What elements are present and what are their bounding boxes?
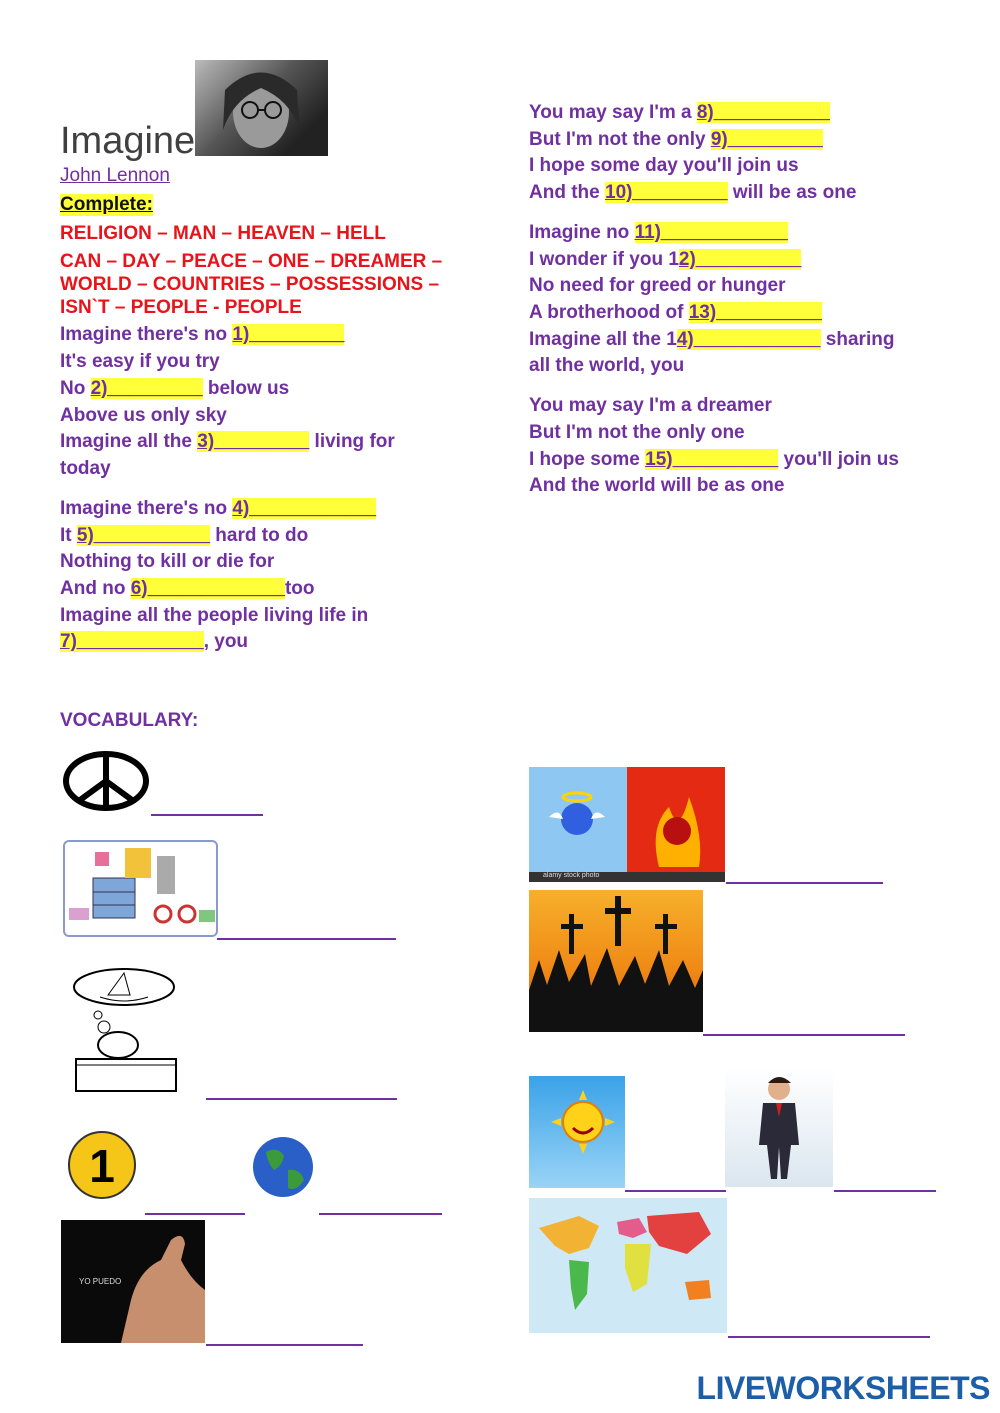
lyric-text: Imagine there's no (60, 498, 233, 519)
lyric-line: all the world, you (529, 355, 685, 376)
lyric-text: hard to do (210, 525, 309, 546)
possessions-icon (65, 842, 218, 937)
answer-line-peace[interactable] (151, 814, 263, 816)
answer-line-heaven-hell[interactable] (726, 882, 883, 884)
businessman-icon (725, 1067, 833, 1187)
lyric-line: No need for greed or hunger (529, 275, 786, 296)
lyric-line (529, 101, 830, 125)
lyric-text: Imagine no (529, 222, 635, 243)
lyric-line (529, 448, 899, 472)
sun-icon (529, 1076, 625, 1188)
blank-11[interactable]: 11)____________ (634, 222, 788, 243)
lyric-text: you'll join us (778, 449, 899, 470)
answer-line-man[interactable] (834, 1190, 936, 1192)
lyric-line (60, 323, 344, 347)
lyric-line (529, 328, 894, 352)
lyric-text: You may say I'm a (529, 102, 697, 123)
heaven-hell-picture (529, 767, 725, 882)
lyric-line: Nothing to kill or die for (60, 551, 275, 572)
blank-4[interactable]: 4)____________ (232, 498, 377, 519)
stock-photo-caption: alamy stock photo (543, 872, 600, 879)
blank-12[interactable]: 2)__________ (678, 249, 802, 270)
vocabulary-heading: VOCABULARY: (60, 710, 199, 731)
lyric-text: It (60, 525, 77, 546)
muscle-caption: YO PUEDO (79, 1277, 122, 1286)
lyric-line (60, 377, 289, 401)
lyric-text: Imagine all the 1 (529, 329, 677, 350)
lyric-text: And no (60, 578, 131, 599)
lyric-line: But I'm not the only one (529, 422, 745, 443)
lyric-line (529, 181, 856, 205)
lyric-line (60, 497, 376, 521)
word-bank-line: ISN`T – PEOPLE - PEOPLE (60, 297, 302, 318)
lyric-line: And the world will be as one (529, 475, 785, 496)
lyric-text: will be as one (727, 182, 857, 203)
lyric-line (60, 630, 248, 654)
answer-line-day[interactable] (625, 1190, 726, 1192)
lyric-line (529, 221, 788, 245)
answer-line-religion[interactable] (703, 1034, 905, 1036)
blank-1[interactable]: 1)_________ (232, 324, 345, 345)
world-map-icon (529, 1198, 727, 1333)
lyric-text: , you (203, 631, 249, 652)
lyric-text: too (284, 578, 315, 599)
lyric-text: No (60, 378, 91, 399)
lyric-line (60, 430, 395, 454)
song-title: Imagine (60, 120, 196, 162)
crosses-icon (529, 890, 703, 1032)
answer-line-countries[interactable] (728, 1336, 930, 1338)
blank-7[interactable]: 7)____________ (60, 631, 204, 652)
number-one-label: 1 (89, 1140, 115, 1192)
lyric-line (529, 301, 822, 325)
lyric-line: today (60, 458, 111, 479)
sun-picture (529, 1076, 625, 1188)
dreamer-icon (68, 965, 183, 1095)
lyric-text: sharing (820, 329, 895, 350)
answer-line-one[interactable] (145, 1213, 245, 1215)
john-lennon-photo (195, 60, 328, 156)
lyric-text: And the (529, 182, 605, 203)
angel-devil-icon (529, 767, 725, 882)
lyric-line: You may say I'm a dreamer (529, 395, 772, 416)
blank-14[interactable]: 4)____________ (676, 329, 821, 350)
lyric-line (60, 577, 315, 601)
blank-6[interactable]: 6)_____________ (130, 578, 285, 599)
lyric-text: Imagine all the (60, 431, 198, 452)
blank-15[interactable]: 15)__________ (645, 449, 779, 470)
word-bank-line: CAN – DAY – PEACE – ONE – DREAMER – (60, 251, 443, 272)
portrait-icon (195, 60, 328, 156)
lyric-line: Imagine all the people living life in (60, 605, 369, 626)
lyric-line (60, 524, 308, 548)
answer-line-dreamer[interactable] (206, 1098, 397, 1100)
blank-5[interactable]: 5)___________ (76, 525, 211, 546)
lyric-line (529, 248, 801, 272)
world-map-picture (529, 1198, 727, 1333)
lyric-line: It's easy if you try (60, 351, 220, 372)
blank-2[interactable]: 2)_________ (90, 378, 203, 399)
blank-9[interactable]: 9)_________ (710, 129, 823, 150)
blank-8[interactable]: 8)___________ (696, 102, 830, 123)
lyric-text: A brotherhood of (529, 302, 689, 323)
peace-sign-icon (62, 750, 152, 812)
globe-icon (252, 1132, 314, 1202)
muscle-picture (61, 1220, 205, 1343)
blank-10[interactable]: 10)_________ (605, 182, 728, 203)
word-bank-line: RELIGION – MAN – HEAVEN – HELL (60, 223, 386, 244)
complete-label: Complete: (60, 194, 153, 215)
answer-line-can[interactable] (206, 1344, 363, 1346)
word-bank-line: WORLD – COUNTRIES – POSSESSIONS – (60, 274, 440, 295)
lyric-text: below us (202, 378, 290, 399)
blank-13[interactable]: 13)__________ (688, 302, 822, 323)
author-link[interactable]: John Lennon (60, 165, 170, 186)
lyric-line: Above us only sky (60, 405, 227, 426)
blank-3[interactable]: 3)_________ (197, 431, 310, 452)
lyric-text: I wonder if you 1 (529, 249, 679, 270)
lyric-line (529, 128, 823, 152)
man-picture (725, 1067, 833, 1187)
answer-line-world[interactable] (319, 1213, 442, 1215)
lyric-line: I hope some day you'll join us (529, 155, 799, 176)
religion-picture (529, 890, 703, 1032)
possessions-picture (63, 840, 218, 937)
lyric-text: I hope some (529, 449, 646, 470)
lyric-text: But I'm not the only (529, 129, 711, 150)
lyric-text: living for (309, 431, 395, 452)
liveworksheets-logo: LIVEWORKSHEETS (696, 1370, 990, 1406)
answer-line-possessions[interactable] (217, 938, 396, 940)
lyric-text: Imagine there's no (60, 324, 233, 345)
